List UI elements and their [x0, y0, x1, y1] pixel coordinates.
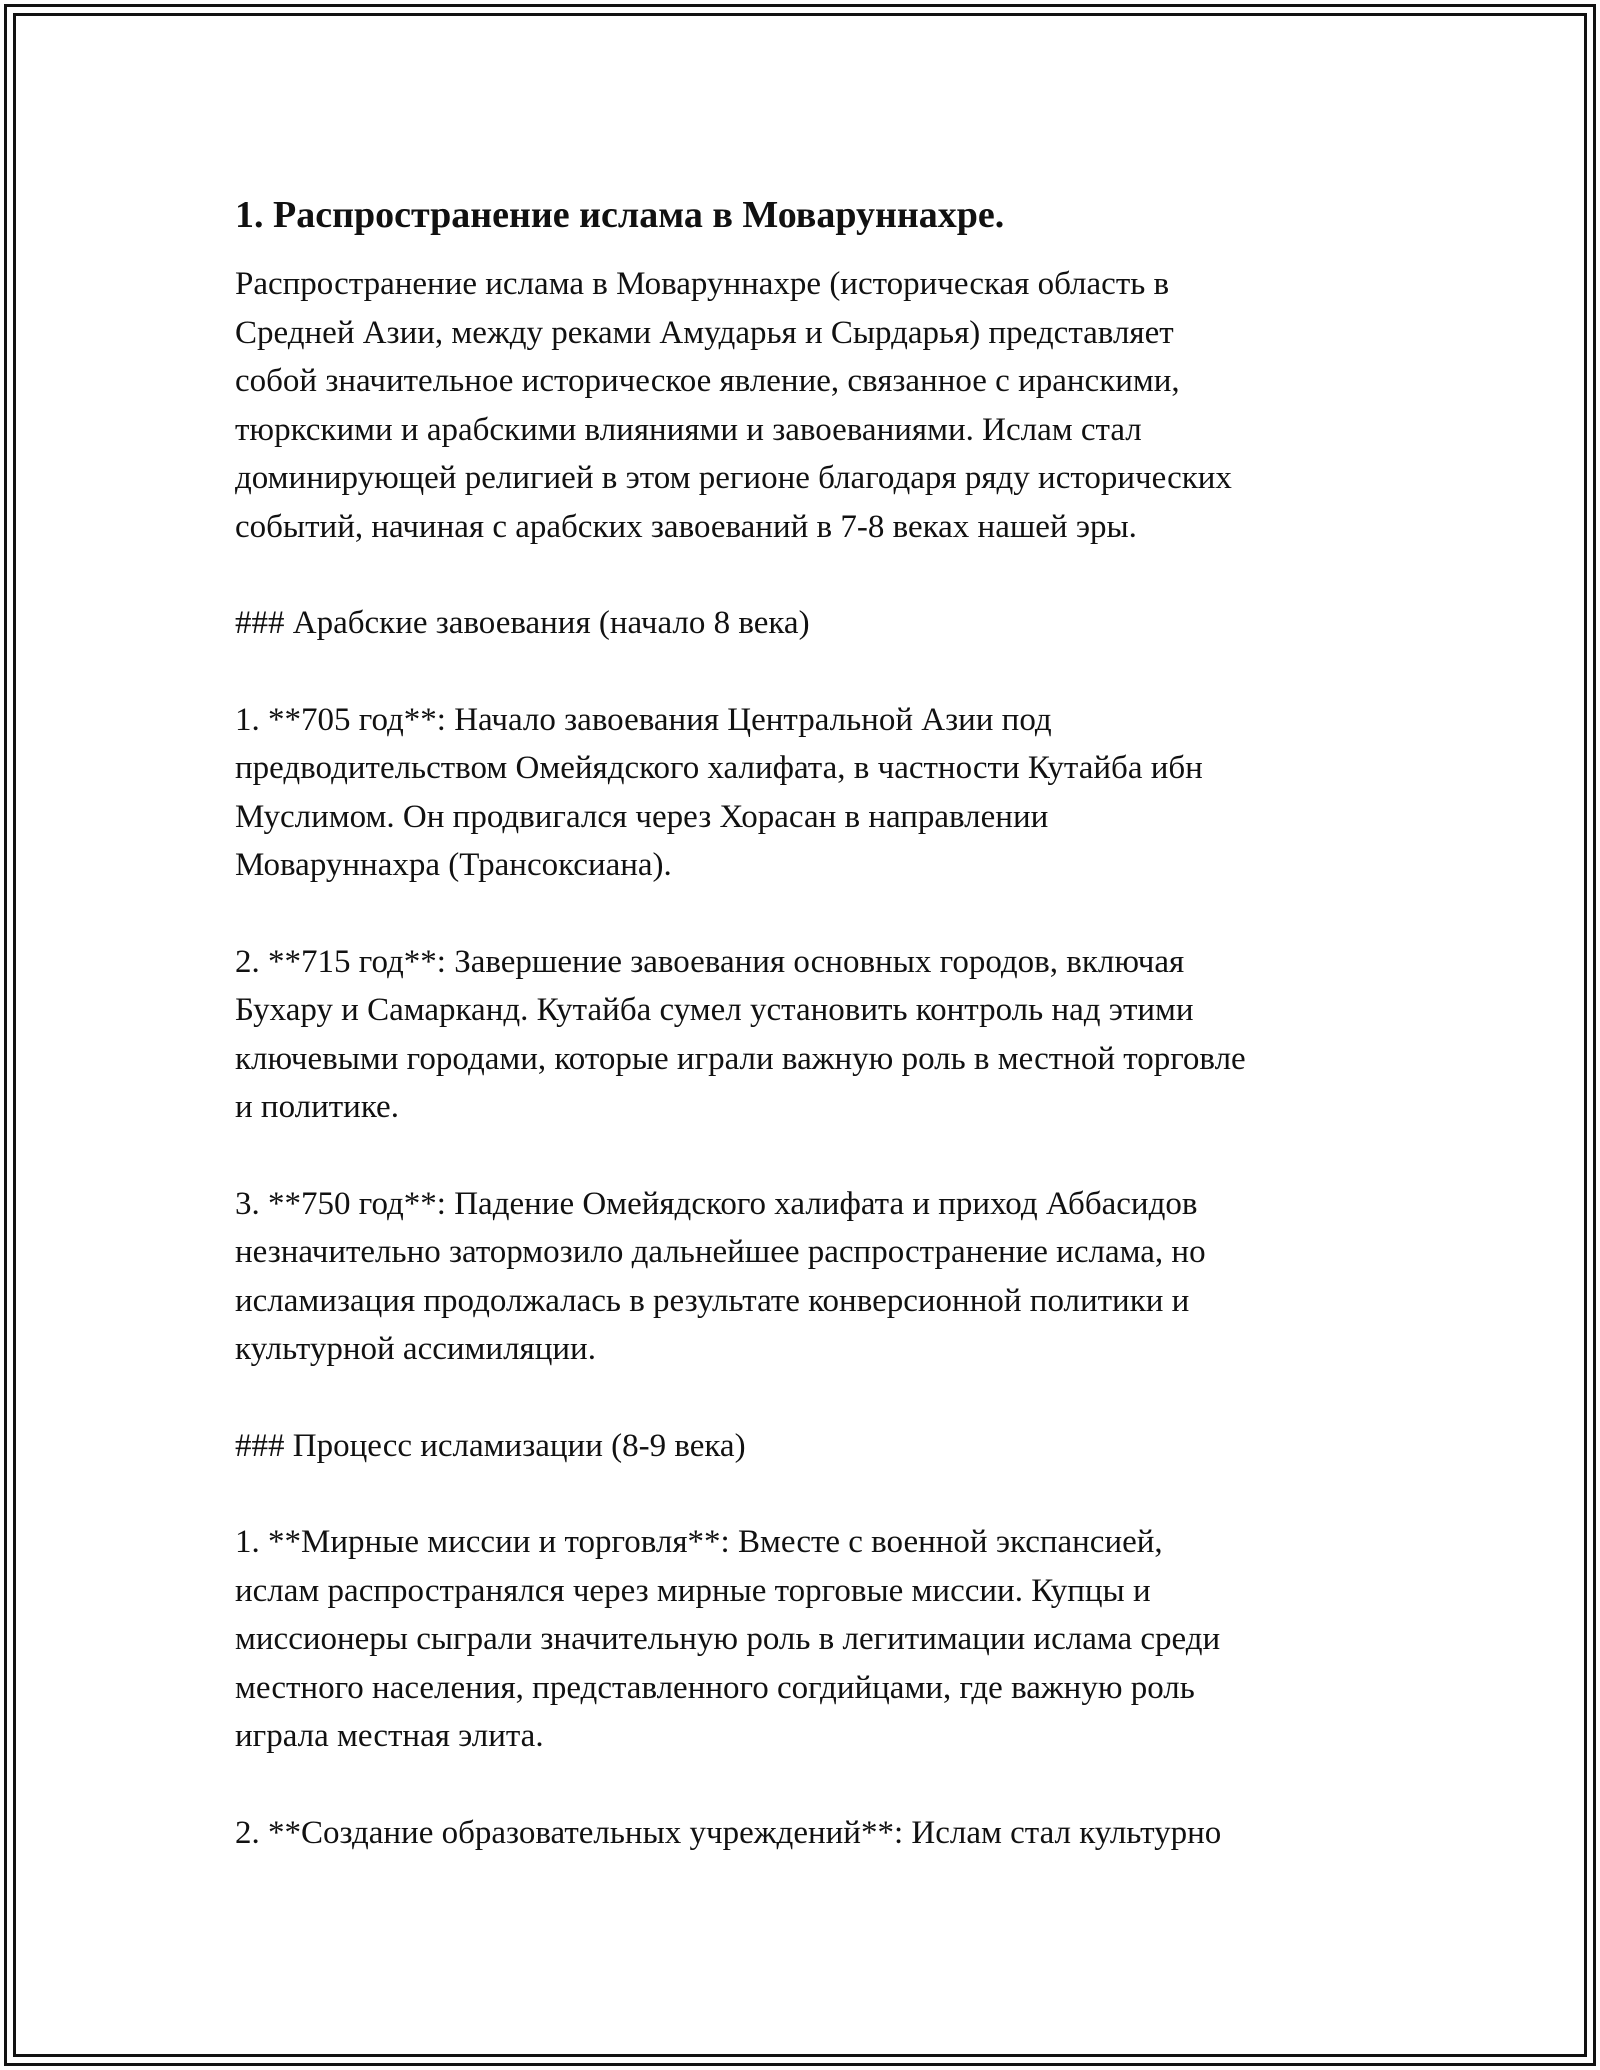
list-item-705: 1. **705 год**: Начало завоевания Центральной Азии под предводительством Омейядского халифата, в частности Кутайба ибн Муслимом. Он продвигался через Хорасан в направлении Моваруннахра (Трансоксиана).: [235, 701, 1203, 883]
document-body: [235, 188, 1385, 1857]
intro-paragraph: Распространение ислама в Моваруннахре (историческая область в Средней Азии, между реками Амударья и Сырдарья) представляет собой значительное историческое явление, связанное с иранскими, тюркскими и арабскими влияниями и завоеваниями. Ислам стал доминирующей религией в этом регионе благодаря ряду исторических событий, начиная с арабских завоеваний в 7-8 веках нашей эры.: [235, 266, 1232, 545]
document-title: 1. Распространение ислама в Моваруннахре.: [235, 194, 1005, 236]
section-heading-islamization: ### Процесс исламизации (8-9 века): [235, 1427, 746, 1464]
list-item-educational-institutions: 2. **Создание образовательных учреждений**: Ислам стал культурно: [235, 1814, 1222, 1851]
list-item-peaceful-missions: 1. **Мирные миссии и торговля**: Вместе с военной экспансией, ислам распространялся через мирные торговые миссии. Купцы и миссионеры сыграли значительную роль в легитимации ислама среди местного населения, представленного согдийцами, где важную роль играла местная элита.: [235, 1524, 1221, 1754]
list-item-750: 3. **750 год**: Падение Омейядского халифата и приход Аббасидов незначительно затормозило дальнейшее распространение ислама, но исламизация продолжалась в результате конверсионной политики и культурной ассимиляции.: [235, 1185, 1206, 1367]
section-heading-arab-conquests: ### Арабские завоевания (начало 8 века): [235, 605, 810, 641]
list-item-715: 2. **715 год**: Завершение завоевания основных городов, включая Бухару и Самарканд. Кутайба сумел установить контроль над этими ключевыми городами, которые играли важную роль в местной торговле и политике.: [235, 943, 1246, 1125]
